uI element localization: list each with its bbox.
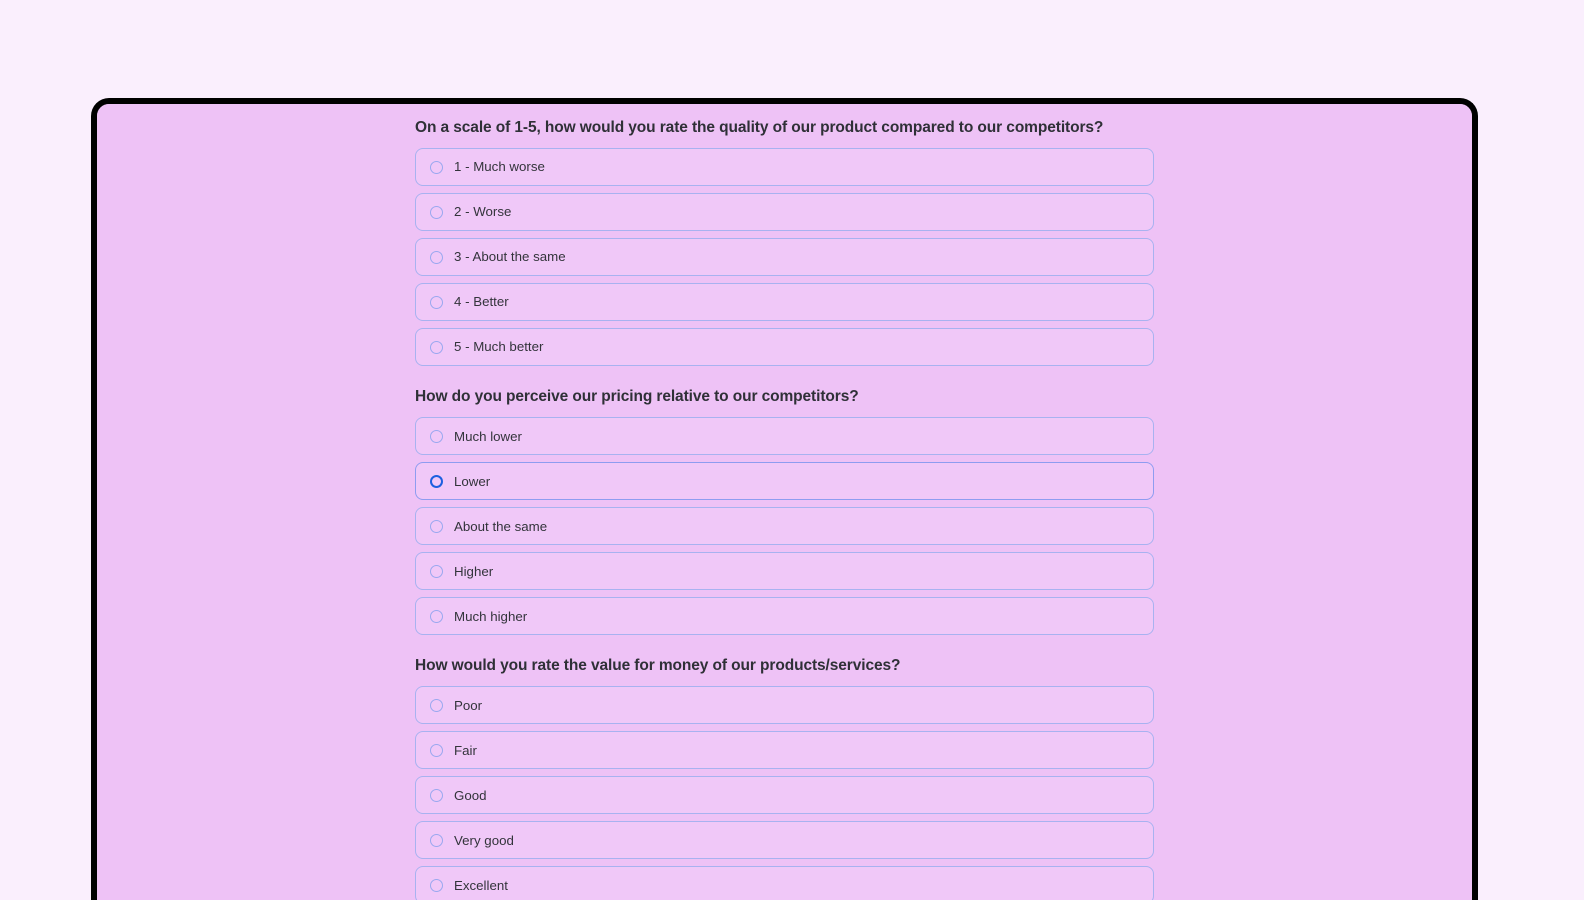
radio-option[interactable] bbox=[415, 866, 1154, 900]
radio-circle-icon[interactable] bbox=[430, 789, 443, 802]
survey-scroll-surface[interactable] bbox=[97, 104, 1472, 900]
radio-option-label: Good bbox=[454, 787, 487, 803]
radio-circle-icon[interactable] bbox=[430, 834, 443, 847]
radio-group-pricing-perception bbox=[415, 417, 1154, 635]
radio-option[interactable] bbox=[415, 193, 1154, 231]
radio-option[interactable] bbox=[415, 821, 1154, 859]
radio-option[interactable] bbox=[415, 597, 1154, 635]
radio-option-label: 5 - Much better bbox=[454, 339, 544, 355]
survey-form bbox=[97, 104, 1472, 900]
radio-circle-icon[interactable] bbox=[430, 206, 443, 219]
radio-circle-icon[interactable] bbox=[430, 251, 443, 264]
radio-circle-icon[interactable] bbox=[430, 475, 443, 488]
radio-circle-icon[interactable] bbox=[430, 699, 443, 712]
radio-circle-icon[interactable] bbox=[430, 341, 443, 354]
radio-option[interactable] bbox=[415, 731, 1154, 769]
radio-option-label: Much lower bbox=[454, 428, 522, 444]
question-block-quality-vs-competitors bbox=[415, 118, 1154, 366]
question-title: How would you rate the value for money of our products/services? bbox=[415, 657, 901, 675]
radio-option[interactable] bbox=[415, 328, 1154, 366]
radio-option-label: Very good bbox=[454, 832, 514, 848]
radio-group-value-for-money bbox=[415, 686, 1154, 900]
radio-circle-icon[interactable] bbox=[430, 610, 443, 623]
radio-option[interactable] bbox=[415, 686, 1154, 724]
radio-option[interactable] bbox=[415, 462, 1154, 500]
radio-option[interactable] bbox=[415, 238, 1154, 276]
radio-option[interactable] bbox=[415, 552, 1154, 590]
radio-circle-icon[interactable] bbox=[430, 161, 443, 174]
radio-circle-icon[interactable] bbox=[430, 430, 443, 443]
radio-group-quality-vs-competitors bbox=[415, 148, 1154, 366]
radio-option-label: Higher bbox=[454, 563, 494, 579]
radio-option[interactable] bbox=[415, 776, 1154, 814]
radio-option-label: Lower bbox=[454, 473, 491, 489]
question-block-pricing-perception bbox=[415, 387, 1154, 635]
radio-circle-icon[interactable] bbox=[430, 879, 443, 892]
radio-option-label: Excellent bbox=[454, 877, 508, 893]
radio-circle-icon[interactable] bbox=[430, 565, 443, 578]
radio-option-label: Fair bbox=[454, 742, 477, 758]
radio-option-label: About the same bbox=[454, 518, 548, 534]
question-title: On a scale of 1-5, how would you rate the quality of our product compared to our competitors? bbox=[415, 119, 1104, 136]
radio-option-label: Poor bbox=[454, 697, 483, 713]
radio-circle-icon[interactable] bbox=[430, 520, 443, 533]
radio-option-label: Much higher bbox=[454, 608, 528, 624]
radio-option[interactable] bbox=[415, 148, 1154, 186]
question-block-value-for-money bbox=[415, 656, 1154, 900]
radio-circle-icon[interactable] bbox=[430, 744, 443, 757]
radio-option-label: 2 - Worse bbox=[454, 204, 512, 220]
device-frame bbox=[91, 98, 1478, 900]
radio-option[interactable] bbox=[415, 283, 1154, 321]
radio-option-label: 1 - Much worse bbox=[454, 159, 545, 175]
radio-option[interactable] bbox=[415, 417, 1154, 455]
question-title: How do you perceive our pricing relative to our competitors? bbox=[415, 388, 859, 406]
radio-option-label: 4 - Better bbox=[454, 294, 509, 310]
radio-option-label: 3 - About the same bbox=[454, 249, 566, 265]
radio-circle-icon[interactable] bbox=[430, 296, 443, 309]
radio-option[interactable] bbox=[415, 507, 1154, 545]
